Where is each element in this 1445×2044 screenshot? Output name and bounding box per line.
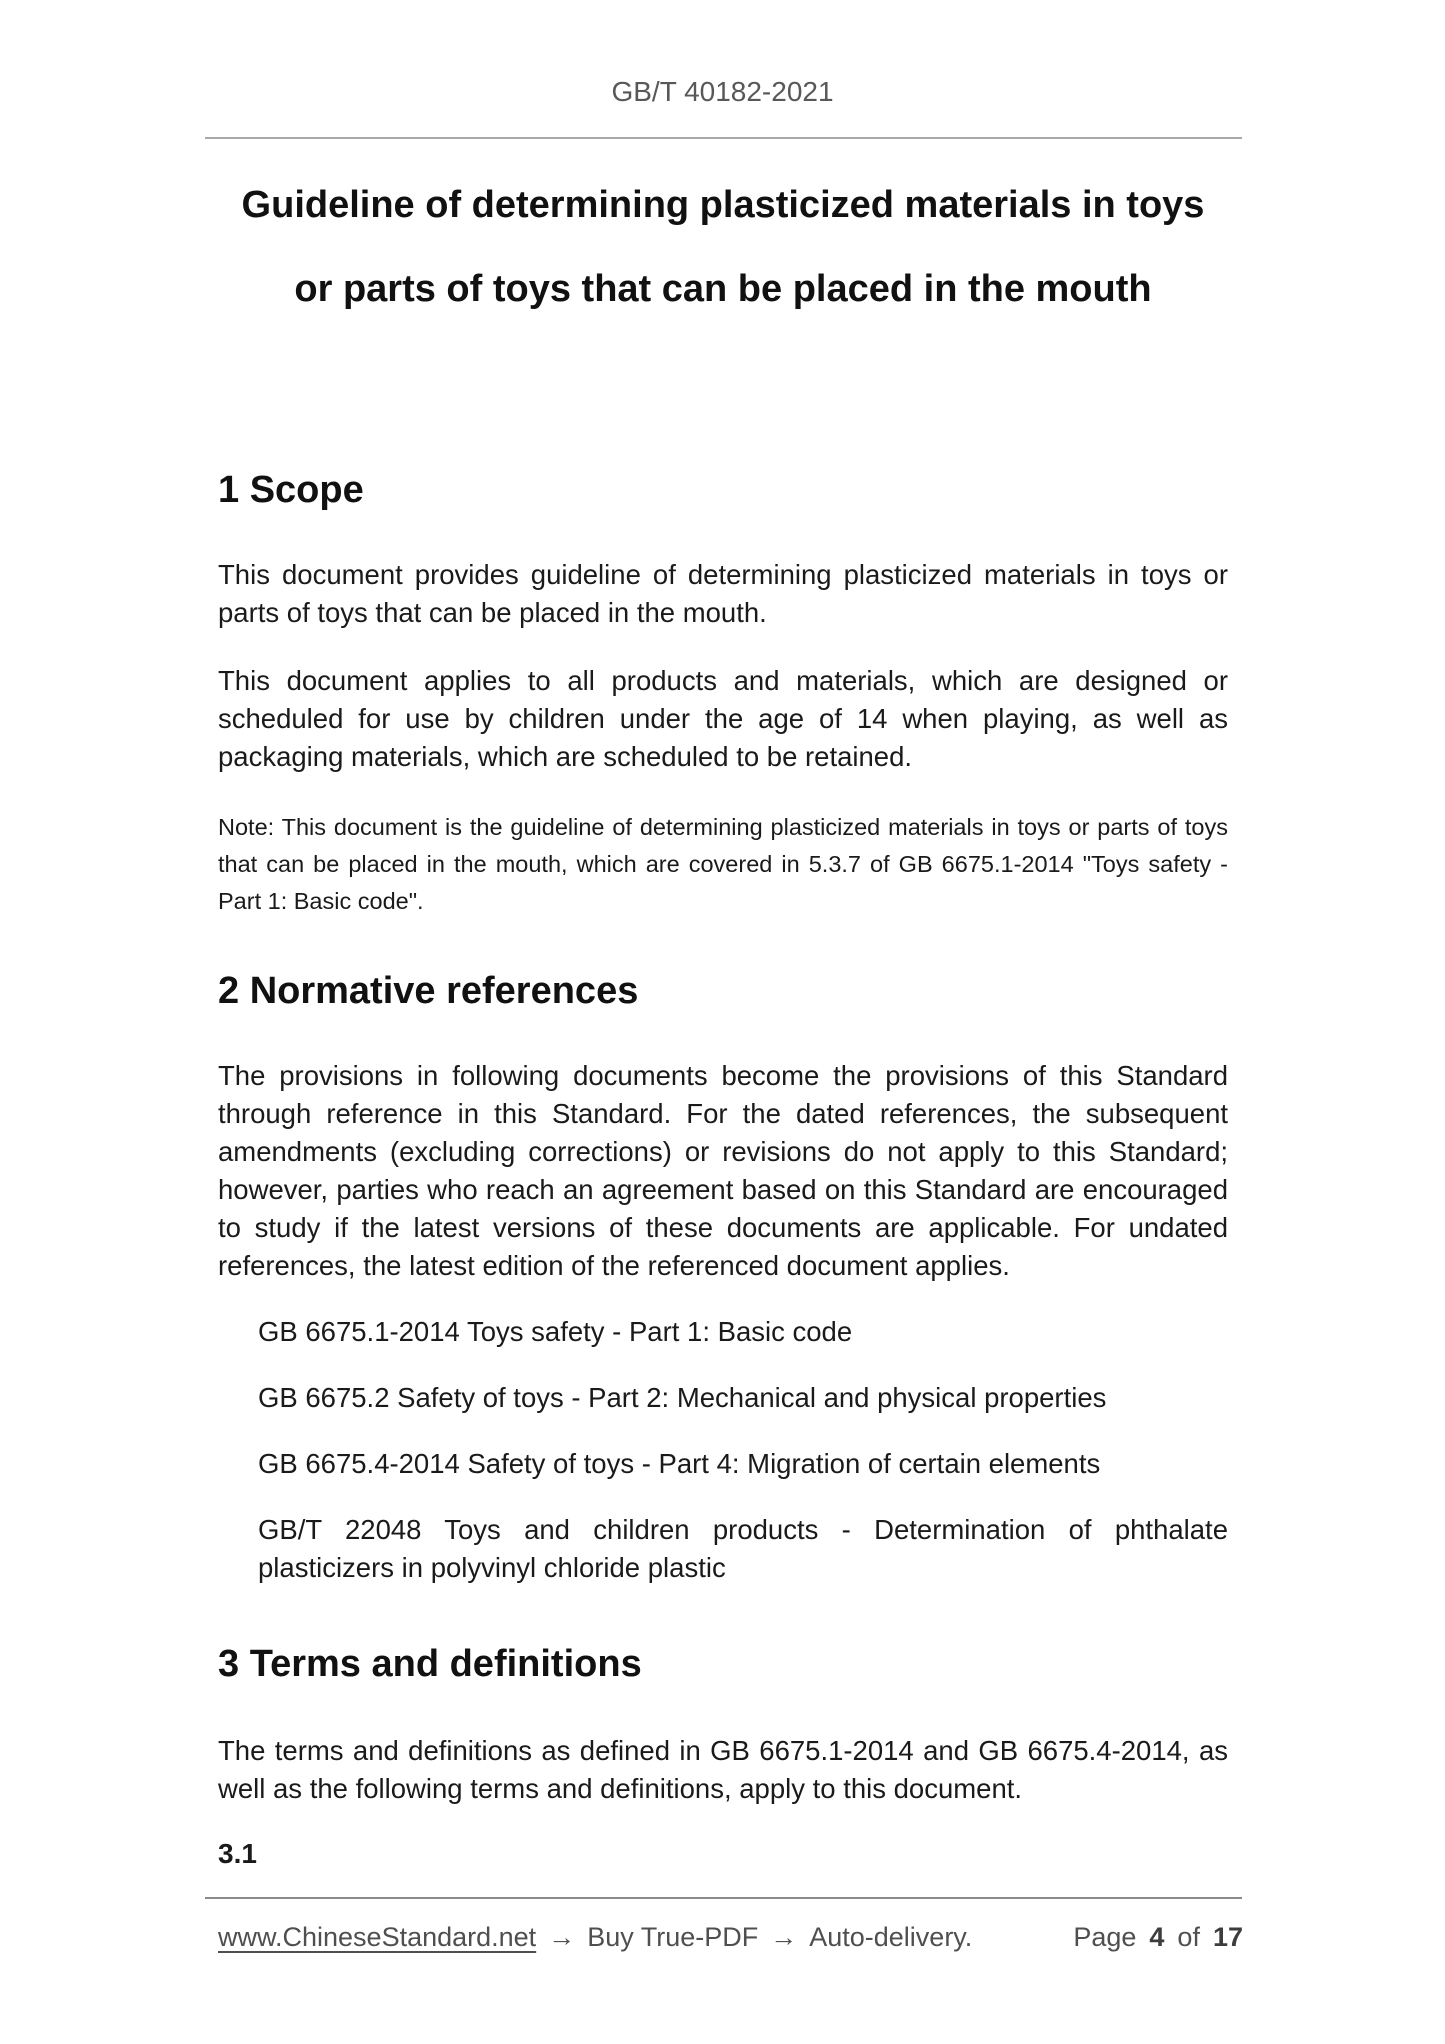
right-arrow-icon: → [770, 1922, 798, 1952]
reference-item-3: GB 6675.4-2014 Safety of toys - Part 4: Migration of certain elements [258, 1447, 1101, 1479]
scope-paragraph-2: This document applies to all products and materials, which are designed or scheduled for use by children under the age of 14 when playing, as well as packaging materials, which are scheduled to be retained. [218, 665, 1228, 772]
page-current-number: 4 [1149, 1922, 1165, 1952]
subsection-number: 3.1 [218, 1838, 257, 1869]
scope-note: Note: This document is the guideline of determining plasticized materials in toys or parts of toys that can be placed in the mouth, which are covered in 5.3.7 of GB 6675.1-2014 "Toys safety - Part 1: Basic code". [218, 814, 1228, 914]
page-of-label: of [1177, 1922, 1200, 1952]
footer-delivery-text: Auto-delivery. [809, 1922, 973, 1952]
header-divider [205, 137, 1242, 139]
document-title-line-1: Guideline of determining plasticized materials in toys [241, 184, 1205, 226]
scope-heading: 1 Scope [218, 469, 364, 511]
page-label: Page [1073, 1922, 1137, 1952]
scope-paragraph-1: This document provides guideline of determining plasticized materials in toys or parts of toys that can be placed in the mouth. [218, 559, 1228, 628]
doc-code-header: GB/T 40182-2021 [611, 76, 834, 107]
document-title-line-2: or parts of toys that can be placed in the mouth [294, 268, 1152, 310]
page-content [218, 163, 1228, 1873]
terms-definitions-heading: 3 Terms and definitions [218, 1642, 642, 1685]
footer-buy-text: Buy True-PDF [587, 1922, 759, 1952]
normative-intro-paragraph: The provisions in following documents become the provisions of this Standard through reference in this Standard. For the dated references, the subsequent amendments (excluding corrections) or revisions do not apply to this Standard; however, parties who reach an agreement based on this Standard are encouraged to study if the latest versions of these documents are applicable. For undated references, the latest edition of the referenced document applies. [218, 1060, 1228, 1281]
page-indicator [1073, 1921, 1243, 1953]
page-footer [218, 1921, 1243, 1953]
right-arrow-icon: → [548, 1922, 576, 1952]
footer-source-line [218, 1921, 972, 1953]
reference-item-4: GB/T 22048 Toys and children products - Determination of phthalate plasticizers in polyvinyl chloride plastic [258, 1513, 1228, 1583]
terms-intro-paragraph: The terms and definitions as defined in GB 6675.1-2014 and GB 6675.4-2014, as well as the following terms and definitions, apply to this document. [218, 1734, 1228, 1804]
normative-references-heading: 2 Normative references [218, 970, 639, 1012]
chinesestandard-site-link[interactable]: www.ChineseStandard.net [218, 1922, 537, 1952]
reference-item-1: GB 6675.1-2014 Toys safety - Part 1: Basic code [258, 1315, 853, 1347]
page-total-number: 17 [1212, 1922, 1243, 1952]
reference-item-2: GB 6675.2 Safety of toys - Part 2: Mechanical and physical properties [258, 1381, 1107, 1413]
footer-divider [205, 1897, 1242, 1899]
document-title [218, 163, 1228, 331]
